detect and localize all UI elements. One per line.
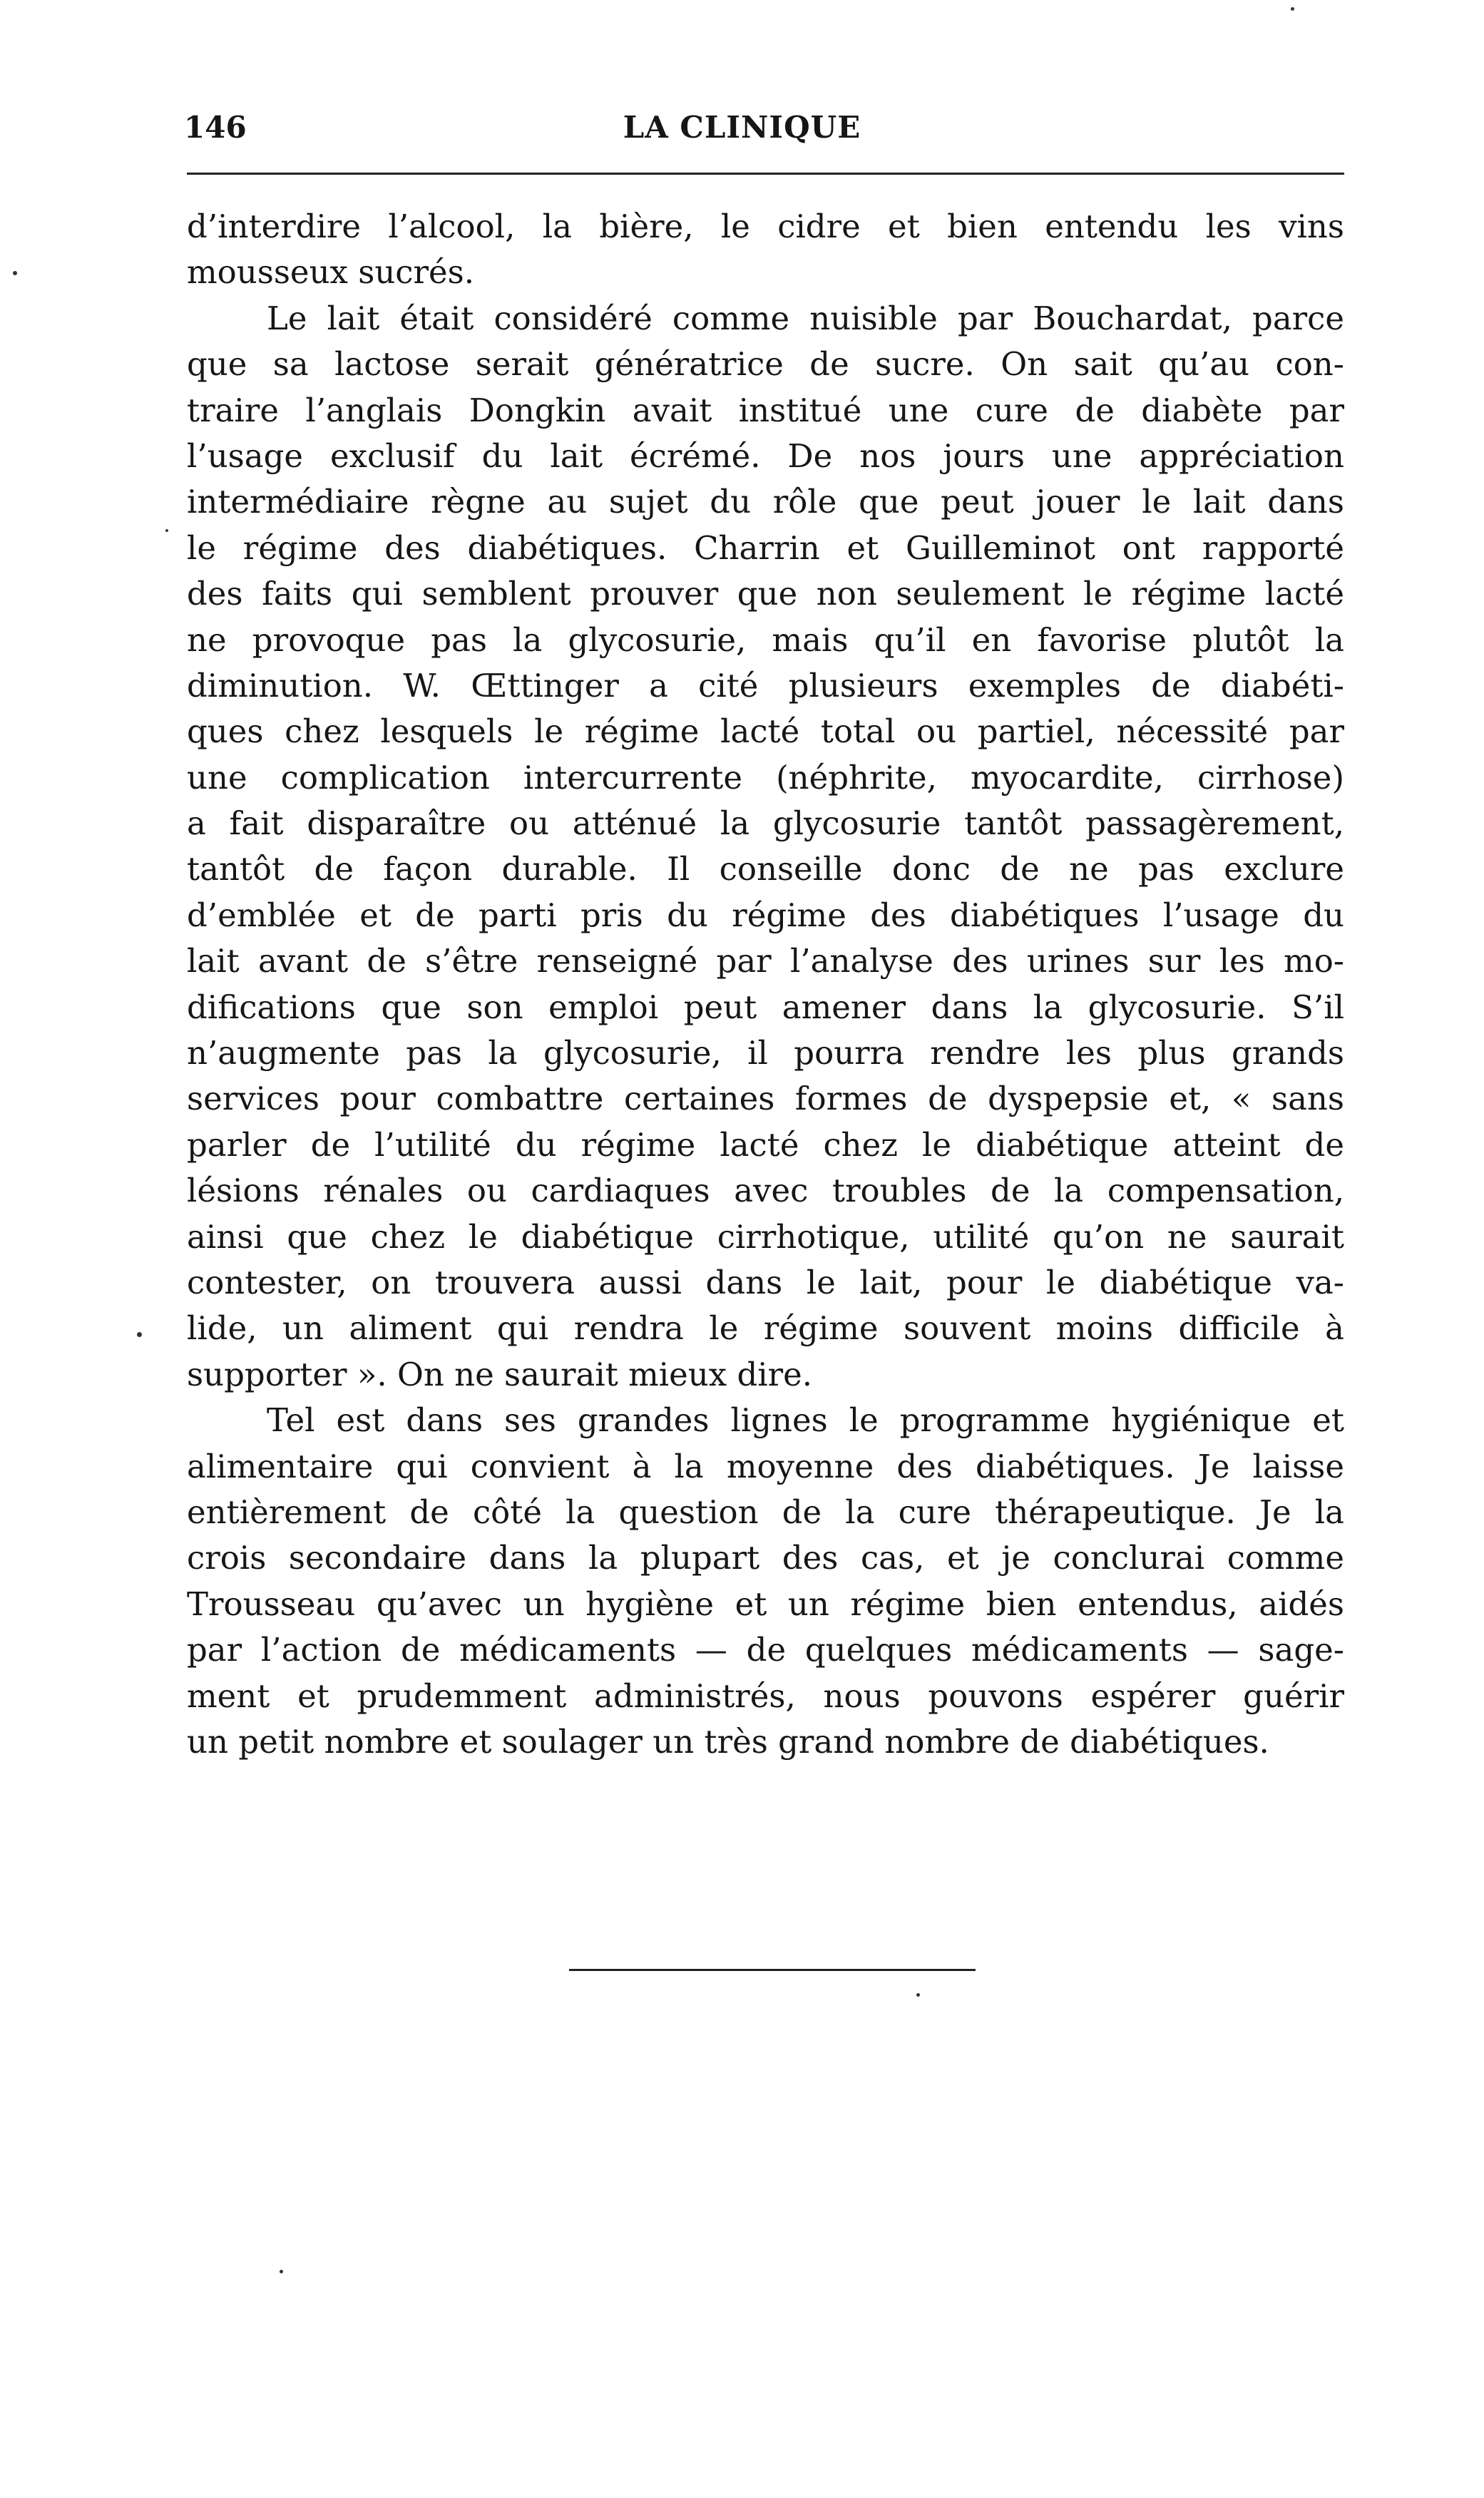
text-line: entièrement de côté la question de la cure thérapeutique. Je la xyxy=(187,1493,1344,1531)
text-line: difications que son emploi peut amener dans la glycosurie. S’il xyxy=(187,988,1344,1026)
text-line: l’usage exclusif du lait écrémé. De nos jours une appréciation xyxy=(187,436,1344,475)
text-line: intermédiaire règne au sujet du rôle que peut jouer le lait dans xyxy=(187,483,1344,521)
scan-speck xyxy=(13,271,17,275)
text-line: traire l’anglais Dongkin avait institué une cure de diabète par xyxy=(187,391,1344,429)
text-line: que sa lactose serait génératrice de sucre. On sait qu’au con- xyxy=(187,345,1344,384)
body-text xyxy=(187,204,1344,1765)
text-line: par l’action de médicaments — de quelques médicaments — sage- xyxy=(187,1631,1344,1669)
text-line: des faits qui semblent prouver que non seulement le régime lacté xyxy=(187,575,1344,613)
text-line: mousseux sucrés. xyxy=(187,253,475,292)
text-line: alimentaire qui convient à la moyenne des diabétiques. Je laisse xyxy=(187,1447,1344,1485)
page-number: 146 xyxy=(184,110,247,145)
text-line: Trousseau qu’avec un hygiène et un régime bien entendus, aidés xyxy=(187,1585,1344,1623)
scan-speck xyxy=(916,1993,920,1997)
text-line: d’interdire l’alcool, la bière, le cidre et bien entendu les vins xyxy=(187,208,1344,245)
text-line: d’emblée et de parti pris du régime des diabétiques l’usage du xyxy=(187,896,1344,934)
text-line: Tel est dans ses grandes lignes le programme hygiénique et xyxy=(267,1401,1344,1440)
text-line: contester, on trouvera aussi dans le lait, pour le diabétique va- xyxy=(187,1263,1344,1301)
text-line: ques chez lesquels le régime lacté total ou partiel, nécessité par xyxy=(187,712,1344,751)
running-title: LA CLINIQUE xyxy=(623,110,861,145)
text-line: lait avant de s’être renseigné par l’analyse des urines sur les mo- xyxy=(187,942,1344,981)
text-line: lésions rénales ou cardiaques avec troubles de la compensation, xyxy=(187,1172,1344,1210)
text-line: tantôt de façon durable. Il conseille donc de ne pas exclure xyxy=(187,850,1344,889)
text-line: ne provoque pas la glycosurie, mais qu’il en favorise plutôt la xyxy=(187,620,1344,659)
scan-speck xyxy=(137,1332,142,1337)
text-line: supporter ». On ne saurait mieux dire. xyxy=(187,1355,813,1393)
text-line: crois secondaire dans la plupart des cas, et je conclurai comme xyxy=(187,1539,1344,1577)
text-line: services pour combattre certaines formes de dyspepsie et, « sans xyxy=(187,1080,1344,1118)
text-line: lide, un aliment qui rendra le régime souvent moins difficile à xyxy=(187,1309,1344,1348)
text-line: n’augmente pas la glycosurie, il pourra rendre les plus grands xyxy=(187,1034,1344,1073)
scan-speck xyxy=(1291,7,1294,11)
text-line: Le lait était considéré comme nuisible par Bouchardat, parce xyxy=(267,299,1344,337)
scan-speck xyxy=(280,2270,283,2273)
text-line: un petit nombre et soulager un très grand nombre de diabétiques. xyxy=(187,1722,1269,1761)
text-line: diminution. W. Œttinger a cité plusieurs exemples de diabéti- xyxy=(187,666,1344,705)
text-line: ment et prudemment administrés, nous pouvons espérer guérir xyxy=(187,1677,1344,1715)
text-line: le régime des diabétiques. Charrin et Guilleminot ont rapporté xyxy=(187,528,1344,567)
end-rule xyxy=(569,1969,976,1971)
text-line: une complication intercurrente (néphrite, myocardite, cirrhose) xyxy=(187,758,1344,797)
text-line: a fait disparaître ou atténué la glycosurie tantôt passagèrement, xyxy=(187,804,1344,843)
text-line: ainsi que chez le diabétique cirrhotique, utilité qu’on ne saurait xyxy=(187,1217,1344,1256)
scan-speck xyxy=(165,529,168,532)
text-line: parler de l’utilité du régime lacté chez le diabétique atteint de xyxy=(187,1125,1344,1164)
header-rule xyxy=(187,173,1344,175)
